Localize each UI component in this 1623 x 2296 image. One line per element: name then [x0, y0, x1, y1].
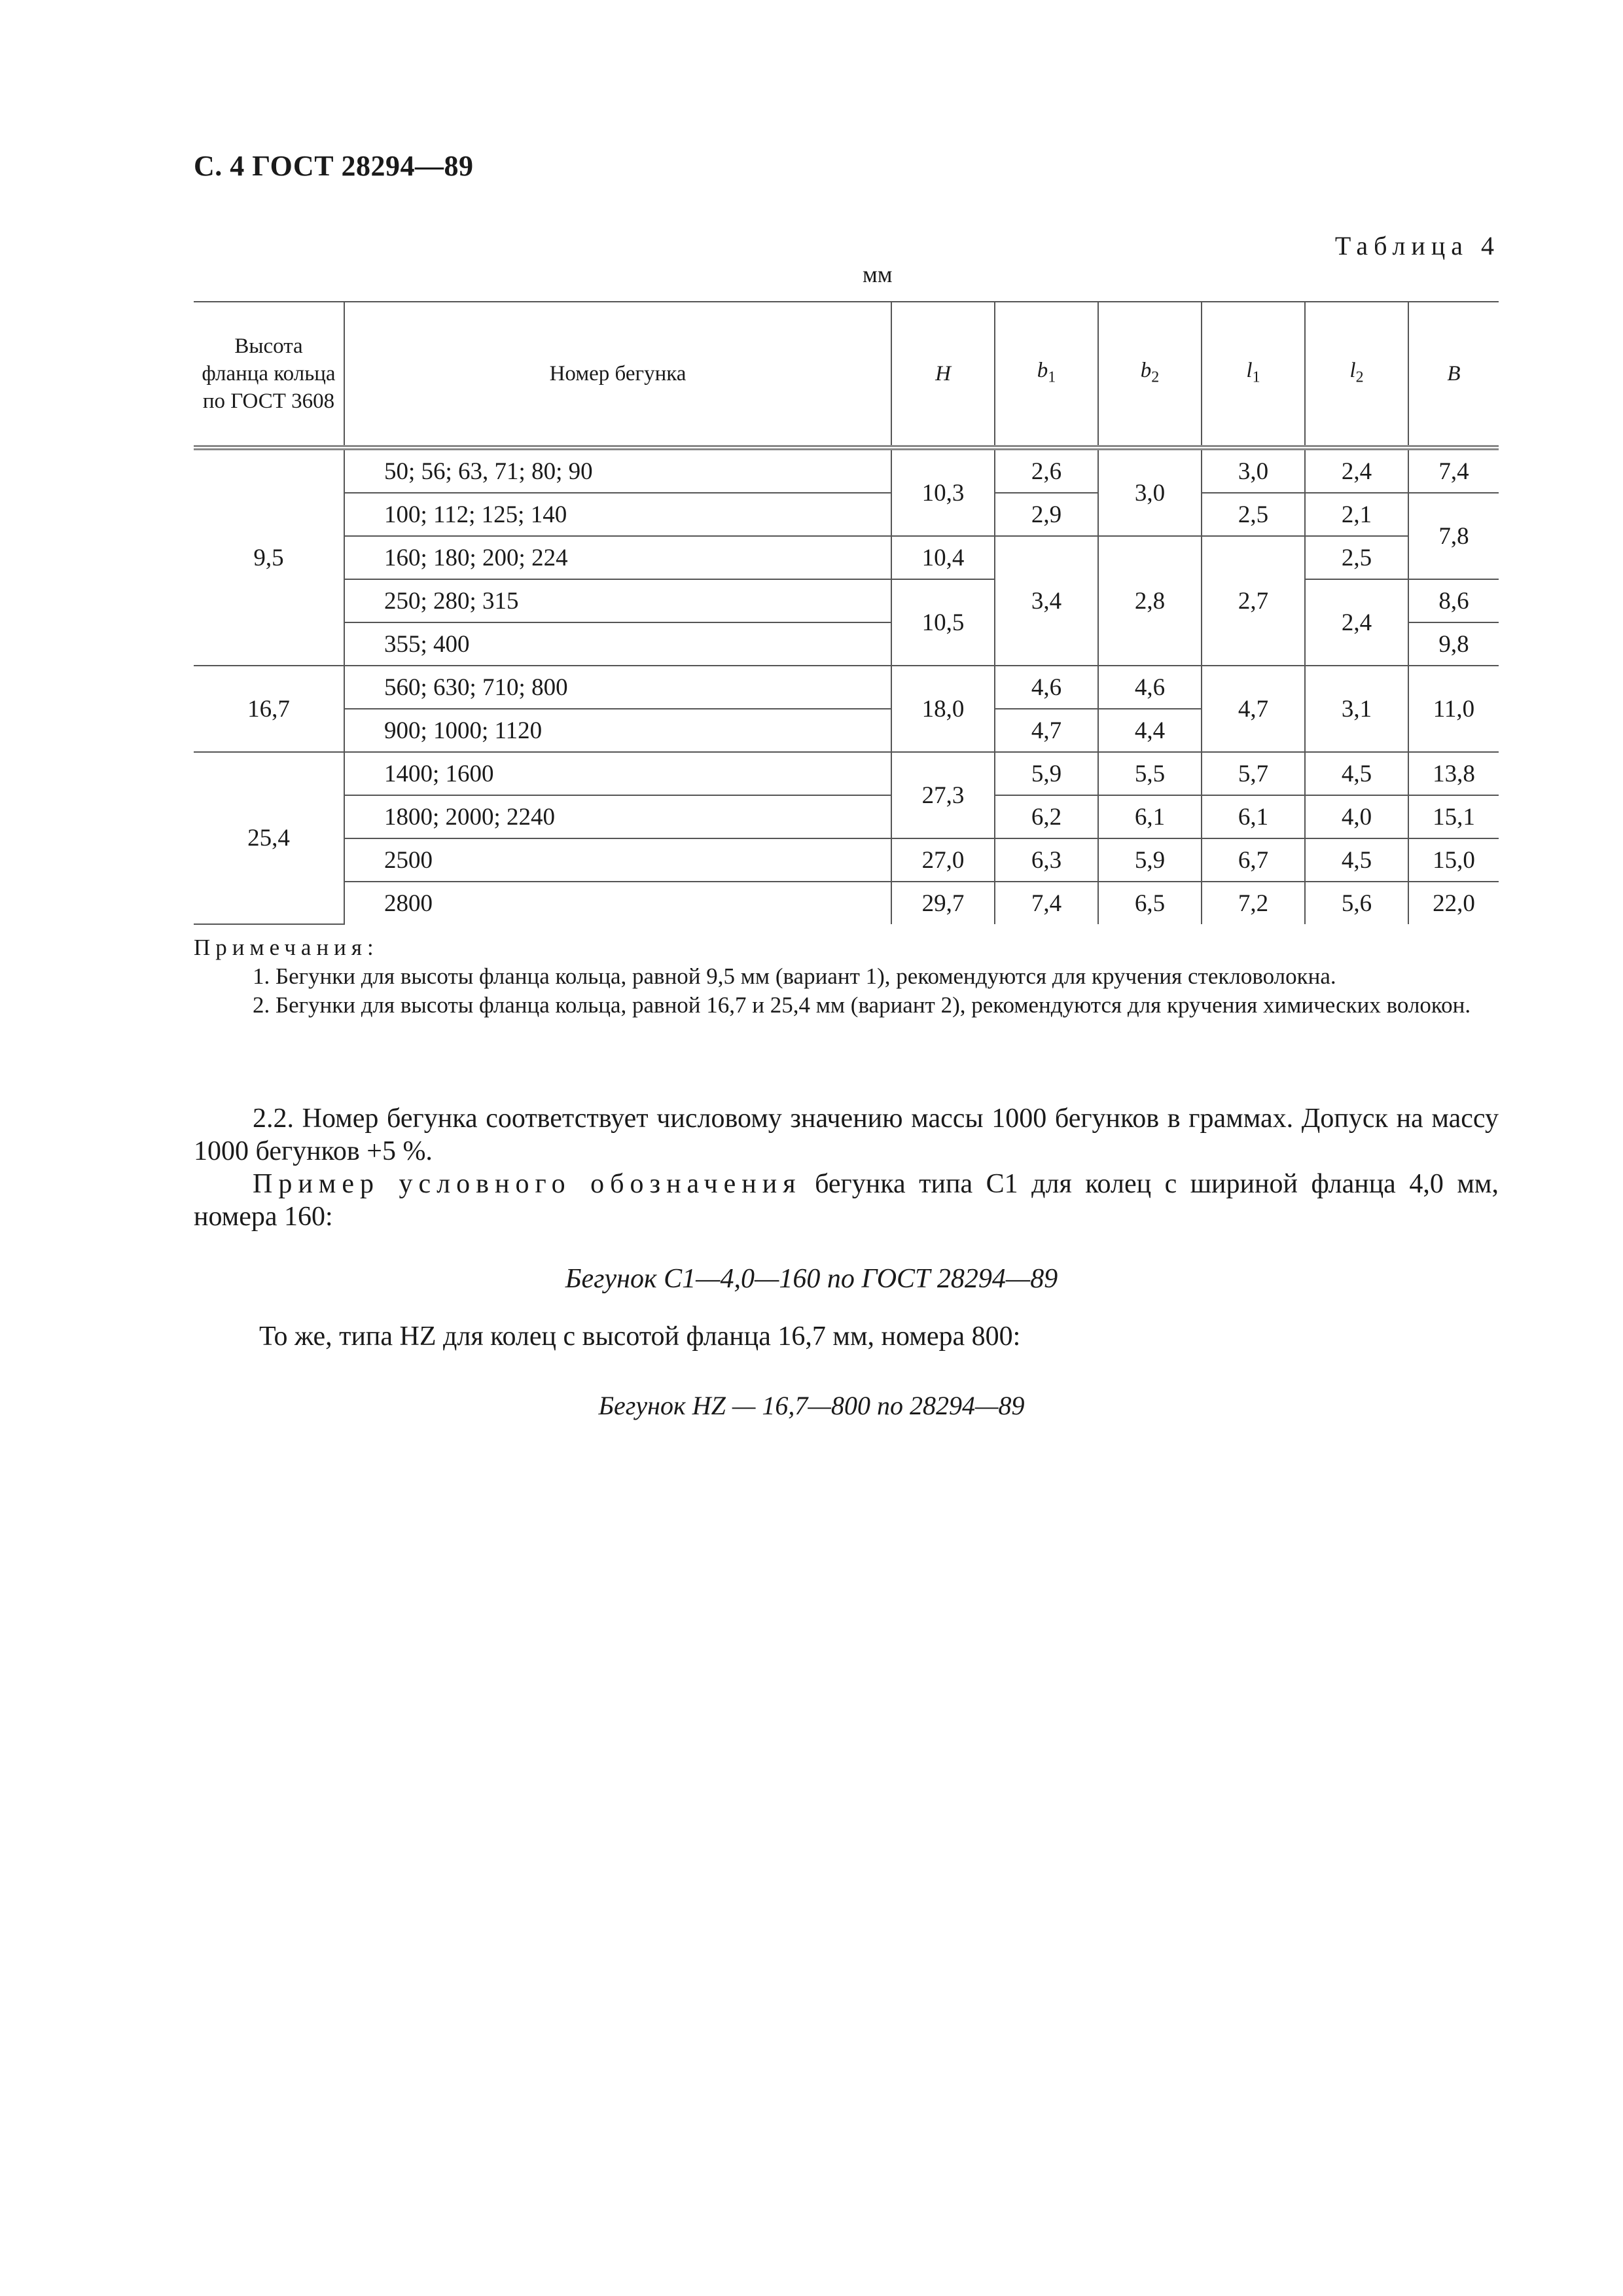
- col-l1: $l_1$: [1202, 302, 1305, 448]
- paragraph-2-2: 2.2. Номер бегунка соответствует числовому значению массы 1000 бегунков в граммах. Допуск на массу 1000 бегунков +5 %.: [194, 1103, 1499, 1166]
- runner-number-cell: 100; 112; 125; 140: [344, 493, 891, 536]
- cell-b2: 5,9: [1098, 838, 1202, 882]
- cell-b2: 3,0: [1098, 448, 1202, 536]
- cell-B: 8,6: [1408, 579, 1499, 622]
- cell-l1: 6,7: [1202, 838, 1305, 882]
- designation-example-1: Бегунок С1—4,0—160 по ГОСТ 28294—89: [565, 1264, 1058, 1294]
- cell-l2: 4,5: [1305, 752, 1408, 795]
- table-caption: Таблица 4: [1334, 231, 1500, 260]
- cell-l1: 2,5: [1202, 493, 1305, 536]
- cell-b1: 2,9: [995, 493, 1098, 536]
- table-row: [194, 493, 1499, 536]
- cell-l2: 4,5: [1305, 838, 1408, 882]
- table-notes: [194, 933, 1499, 1020]
- notes-title: Примечания:: [194, 935, 379, 960]
- example-paragraph: [194, 1168, 1499, 1233]
- runner-number-cell: 2500: [344, 838, 891, 882]
- cell-b2: 4,4: [1098, 709, 1202, 752]
- cell-l2: 4,0: [1305, 795, 1408, 838]
- cell-B: 7,8: [1408, 493, 1499, 579]
- cell-l1: 6,1: [1202, 795, 1305, 838]
- cell-l1: 4,7: [1202, 666, 1305, 752]
- unit-label: мм: [863, 261, 893, 287]
- table-row: [194, 666, 1499, 709]
- cell-b1: 6,2: [995, 795, 1098, 838]
- cell-b2: 4,6: [1098, 666, 1202, 709]
- col-H: H: [891, 302, 995, 448]
- cell-b1: 2,6: [995, 448, 1098, 493]
- cell-b1: 4,7: [995, 709, 1098, 752]
- col-flange-height: Высота фланца кольца по ГОСТ 3608: [194, 302, 344, 448]
- cell-b2: 5,5: [1098, 752, 1202, 795]
- cell-H: 27,3: [891, 752, 995, 838]
- cell-b2: 2,8: [1098, 536, 1202, 666]
- table-row: [194, 795, 1499, 838]
- runner-number-cell: 355; 400: [344, 622, 891, 666]
- cell-H: 10,3: [891, 448, 995, 536]
- same-hz-paragraph: То же, типа HZ для колец с высотой фланца 16,7 мм, номера 800:: [259, 1321, 1021, 1352]
- cell-B: 15,0: [1408, 838, 1499, 882]
- col-B: B: [1408, 302, 1499, 448]
- table-row: [194, 838, 1499, 882]
- cell-l2: 2,4: [1305, 448, 1408, 493]
- cell-b1: 6,3: [995, 838, 1098, 882]
- cell-H: 10,5: [891, 579, 995, 666]
- cell-b1: 3,4: [995, 536, 1098, 666]
- cell-l1: 3,0: [1202, 448, 1305, 493]
- page-header: С. 4 ГОСТ 28294—89: [194, 150, 474, 182]
- col-runner-number: Номер бегунка: [344, 302, 891, 448]
- cell-l1: 2,7: [1202, 536, 1305, 666]
- runner-number-cell: 1800; 2000; 2240: [344, 795, 891, 838]
- cell-b2: 6,1: [1098, 795, 1202, 838]
- runner-number-cell: 900; 1000; 1120: [344, 709, 891, 752]
- cell-B: 13,8: [1408, 752, 1499, 795]
- table-row: [194, 448, 1499, 493]
- cell-B: 22,0: [1408, 882, 1499, 924]
- cell-l1: 5,7: [1202, 752, 1305, 795]
- cell-l2: 2,4: [1305, 579, 1408, 666]
- table-row: [194, 752, 1499, 795]
- cell-H: 18,0: [891, 666, 995, 752]
- example-rest: бегунка типа С1 для колец с шириной фланца 4,0 мм, номера 160:: [194, 1169, 1499, 1232]
- example-lead: Пример условного обозначения: [253, 1169, 802, 1199]
- col-b1: $b_1$: [995, 302, 1098, 448]
- cell-b2: 6,5: [1098, 882, 1202, 924]
- table-header-row: [194, 302, 1499, 448]
- cell-B: 15,1: [1408, 795, 1499, 838]
- runner-number-cell: 560; 630; 710; 800: [344, 666, 891, 709]
- runner-dimensions-table: [194, 301, 1499, 925]
- cell-l2: 2,1: [1305, 493, 1408, 536]
- cell-b1: 4,6: [995, 666, 1098, 709]
- flange-height-cell: 16,7: [194, 666, 344, 752]
- runner-number-cell: 50; 56; 63, 71; 80; 90: [344, 448, 891, 493]
- runner-number-cell: 160; 180; 200; 224: [344, 536, 891, 579]
- cell-b1: 5,9: [995, 752, 1098, 795]
- cell-B: 9,8: [1408, 622, 1499, 666]
- cell-l2: 5,6: [1305, 882, 1408, 924]
- note-item: 2. Бегунки для высоты фланца кольца, равной 16,7 и 25,4 мм (вариант 2), рекомендуются для кручения химических волокон.: [253, 992, 1471, 1018]
- cell-H: 10,4: [891, 536, 995, 579]
- flange-height-cell: 25,4: [194, 752, 344, 924]
- cell-H: 27,0: [891, 838, 995, 882]
- cell-b1: 7,4: [995, 882, 1098, 924]
- flange-height-cell: 9,5: [194, 448, 344, 666]
- table-row: [194, 882, 1499, 924]
- col-l2: $l_2$: [1305, 302, 1408, 448]
- cell-l2: 3,1: [1305, 666, 1408, 752]
- cell-H: 29,7: [891, 882, 995, 924]
- runner-number-cell: 1400; 1600: [344, 752, 891, 795]
- cell-l2: 2,5: [1305, 536, 1408, 579]
- designation-example-2: Бегунок HZ — 16,7—800 по 28294—89: [598, 1391, 1025, 1420]
- col-b2: $b_2$: [1098, 302, 1202, 448]
- runner-number-cell: 250; 280; 315: [344, 579, 891, 622]
- body-text: [194, 1102, 1499, 1233]
- cell-l1: 7,2: [1202, 882, 1305, 924]
- runner-number-cell: 2800: [344, 882, 891, 924]
- cell-B: 7,4: [1408, 448, 1499, 493]
- table-row: [194, 536, 1499, 579]
- note-item: 1. Бегунки для высоты фланца кольца, равной 9,5 мм (вариант 1), рекомендуются для кручения стекловолокна.: [253, 963, 1336, 989]
- cell-B: 11,0: [1408, 666, 1499, 752]
